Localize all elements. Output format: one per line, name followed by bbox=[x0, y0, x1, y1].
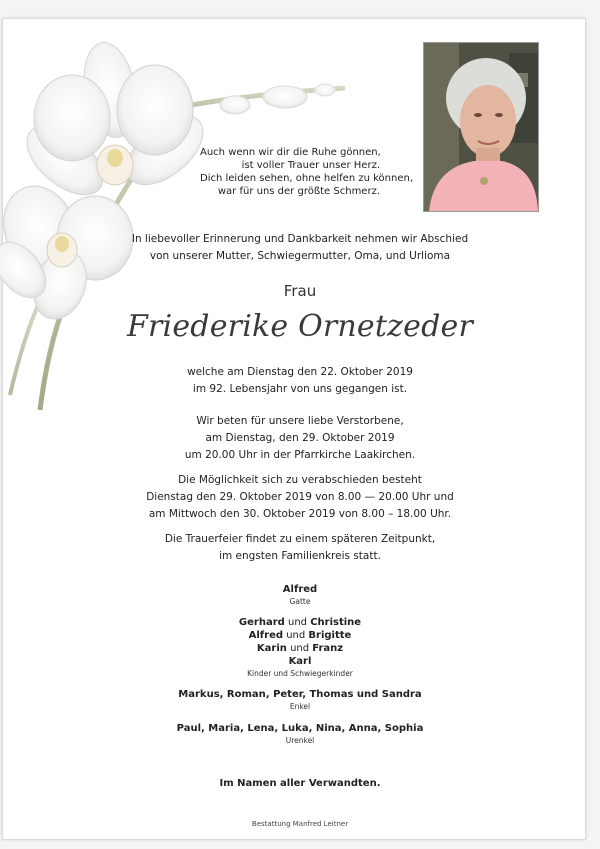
child-in-law-name: Christine bbox=[310, 617, 362, 628]
great-grandchildren-role: Urenkel bbox=[285, 736, 315, 745]
child-in-law-name: Brigitte bbox=[308, 630, 352, 641]
spouse-role: Gatte bbox=[289, 597, 311, 606]
grandchildren-role: Enkel bbox=[289, 702, 311, 711]
deceased-name: Friederike Ornetzeder bbox=[127, 309, 473, 344]
intro-line: In liebevoller Erinnerung und Dankbarkeit nehmen wir Abschied bbox=[131, 233, 469, 245]
funeral-line: im engsten Familienkreis statt. bbox=[219, 550, 381, 562]
spouse-name: Alfred bbox=[282, 584, 318, 595]
mourner-spouse bbox=[0, 583, 600, 608]
portrait-icon bbox=[424, 43, 538, 211]
child-name: Karl bbox=[288, 656, 312, 667]
intro-text bbox=[0, 231, 600, 265]
conjunction: und bbox=[286, 643, 313, 654]
farewell-line: am Mittwoch den 30. Oktober 2019 von 8.00 – 18.00 Uhr. bbox=[148, 508, 452, 520]
prayer-line: Wir beten für unsere liebe Verstorbene, bbox=[196, 415, 404, 427]
poem-line: ist voller Trauer unser Herz. bbox=[241, 160, 380, 171]
prayer-line: am Dienstag, den 29. Oktober 2019 bbox=[205, 432, 395, 444]
farewell-line: Die Möglichkeit sich zu verabschieden besteht bbox=[178, 474, 422, 486]
funeral-line: Die Trauerfeier findet zu einem späteren Zeitpunkt, bbox=[164, 533, 436, 545]
mourner-grandchildren bbox=[0, 688, 600, 713]
death-info-line: welche am Dienstag den 22. Oktober 2019 bbox=[187, 366, 413, 378]
child-name: Karin bbox=[256, 643, 287, 654]
mourner-children bbox=[0, 616, 600, 680]
poem-line: Auch wenn wir dir die Ruhe gönnen, bbox=[200, 147, 381, 158]
children-pair bbox=[0, 629, 600, 642]
salutation: Frau bbox=[283, 282, 317, 300]
poem-line: Dich leiden sehen, ohne helfen zu können, bbox=[200, 173, 414, 184]
child-name: Gerhard bbox=[238, 617, 285, 628]
children-pair bbox=[0, 616, 600, 629]
poem-line: war für uns der größte Schmerz. bbox=[217, 186, 380, 197]
children-pair bbox=[0, 642, 600, 655]
poem bbox=[200, 146, 414, 198]
death-info-line: im 92. Lebensjahr von uns gegangen ist. bbox=[192, 383, 408, 395]
portrait-photo bbox=[423, 42, 539, 212]
closing-line: Im Namen aller Verwandten. bbox=[219, 778, 381, 789]
prayer-info bbox=[0, 413, 600, 464]
death-info bbox=[0, 364, 600, 398]
children-role: Kinder und Schwiegerkinder bbox=[247, 669, 353, 678]
conjunction: und bbox=[283, 630, 309, 641]
orchid-flower-upper bbox=[14, 38, 215, 208]
intro-line: von unserer Mutter, Schwiegermutter, Oma, und Urlioma bbox=[149, 250, 451, 262]
great-grandchildren-names: Paul, Maria, Lena, Luka, Nina, Anna, Sophia bbox=[176, 723, 424, 734]
farewell-line: Dienstag den 29. Oktober 2019 von 8.00 — 20.00 Uhr und bbox=[146, 491, 454, 503]
farewell-info bbox=[0, 472, 600, 523]
funeral-home-footer: Bestattung Manfred Leitner bbox=[251, 820, 349, 828]
mourner-great-grandchildren bbox=[0, 722, 600, 747]
funeral-info bbox=[0, 531, 600, 565]
conjunction: und bbox=[284, 617, 311, 628]
child-name: Alfred bbox=[248, 630, 284, 641]
grandchildren-names: Markus, Roman, Peter, Thomas und Sandra bbox=[178, 689, 422, 700]
child-in-law-name: Franz bbox=[312, 643, 344, 654]
prayer-line: um 20.00 Uhr in der Pfarrkirche Laakirchen. bbox=[184, 449, 416, 461]
